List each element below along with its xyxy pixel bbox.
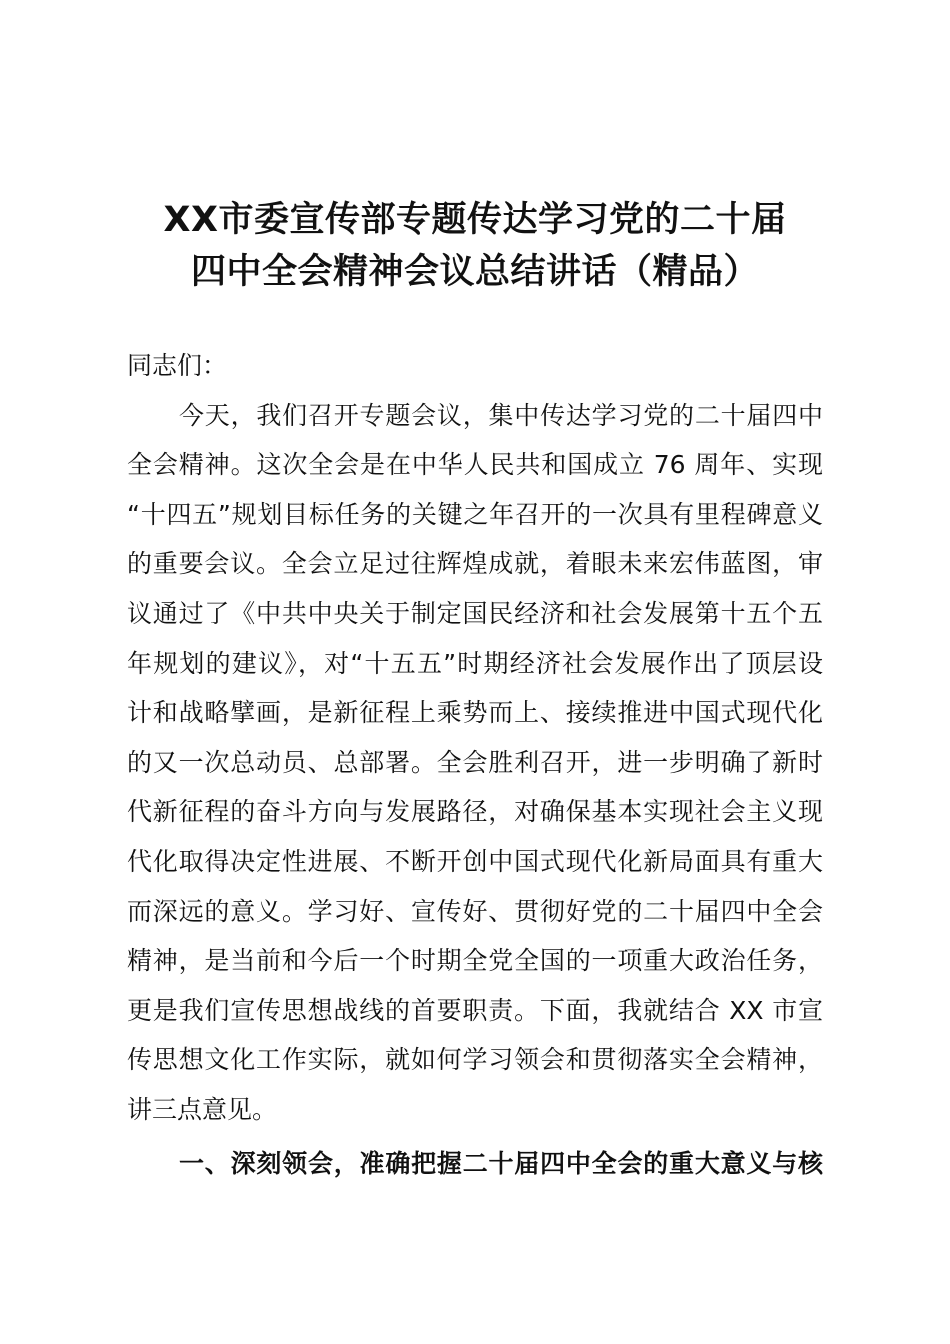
section-heading: 一、深刻领会，准确把握二十届四中全会的重大意义与核	[179, 1148, 823, 1178]
paragraph-line: 全会精神。这次全会是在中华人民共和国成立 76 周年、实现	[127, 450, 823, 480]
paragraph-line: 今天，我们召开专题会议，集中传达学习党的二十届四中	[179, 400, 823, 430]
paragraph-line: 代新征程的奋斗方向与发展路径，对确保基本实现社会主义现	[127, 797, 823, 827]
salutation: 同志们：	[127, 351, 228, 380]
paragraph-line: “十四五”规划目标任务的关键之年召开的一次具有里程碑意义	[127, 499, 823, 529]
paragraph-line: 议通过了《中共中央关于制定国民经济和社会发展第十五个五	[127, 598, 823, 628]
paragraph-line: 的又一次总动员、总部署。全会胜利召开，进一步明确了新时	[127, 747, 823, 777]
paragraph-line: 的重要会议。全会立足过往辉煌成就，着眼未来宏伟蓝图，审	[127, 549, 823, 579]
paragraph-line: 讲三点意见。	[127, 1094, 278, 1124]
document-title-line-1: XX市委宣传部专题传达学习党的二十届	[163, 200, 787, 240]
paragraph-line: 而深远的意义。学习好、宣传好、贯彻好党的二十届四中全会	[127, 896, 823, 926]
document-title-line-2: 四中全会精神会议总结讲话（精品）	[190, 252, 759, 292]
paragraph-line: 传思想文化工作实际，就如何学习领会和贯彻落实全会精神，	[127, 1045, 823, 1075]
document-body	[127, 341, 823, 1188]
paragraph-line: 代化取得决定性进展、不断开创中国式现代化新局面具有重大	[127, 846, 823, 876]
paragraph-line: 计和战略擘画，是新征程上乘势而上、接续推进中国式现代化	[127, 698, 823, 728]
paragraph-line: 更是我们宣传思想战线的首要职责。下面，我就结合 XX 市宣	[127, 995, 823, 1025]
paragraph-line: 年规划的建议》，对“十五五”时期经济社会发展作出了顶层设	[127, 648, 823, 678]
paragraph-line: 精神，是当前和今后一个时期全党全国的一项重大政治任务，	[127, 946, 823, 976]
